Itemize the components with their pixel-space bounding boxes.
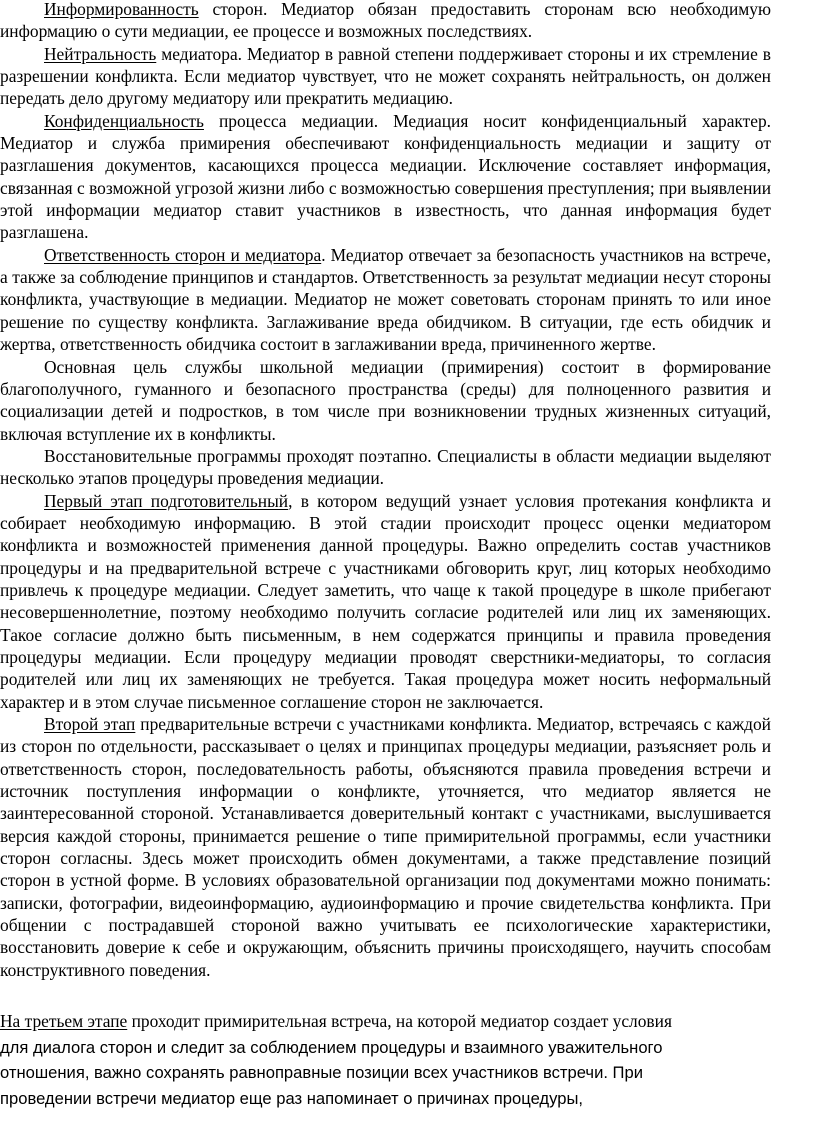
paragraph-confidentiality [0,110,771,244]
paragraph-neutrality [0,43,771,110]
paragraph-lead: Конфиденциальность [44,110,204,131]
paragraph-lead: Второй этап [44,714,136,734]
paragraph-text: сторон. Медиатор обязан предоставить сторонам всю необходимую информацию о сути медиации, ее процессе и возможных последствиях. [0,0,771,42]
paragraph-text: проходит примирительная встреча, на которой медиатор создает условия [127,1011,672,1031]
paragraph-lead: Нейтральность [44,43,157,64]
paragraph-stage-two [0,713,771,981]
paragraph-restorative-programs [0,445,771,490]
stage-three-line: для диалога сторон и следит за соблюдением процедуры и взаимного уважительного [0,1037,663,1057]
paragraph-informedness [0,0,771,43]
paragraph-lead: На третьем этапе [0,1011,128,1031]
paragraph-lead: Первый этап подготовительный [44,490,289,511]
paragraph-lead: Информированность [44,0,199,19]
paragraph-text: , в котором ведущий узнает условия протекания конфликта и собирает необходимую информацию. В этой стадии происходит процесс оценки медиатором конфликта и возможностей применения данной процедуры. Важно определить состав участников процедуры и на предварительной встрече с участниками обговорить круг, лиц которых необходимо привлечь к процедуре медиации. Следует заметить, что чаще к такой процедуре в школе прибегают несовершеннолетние, поэтому необходимо получить согласие родителей или лиц их заменяющих. Такое согласие должно быть письменным, в нем содержатся принципы и правила проведения процедуры медиации. Если процедуру медиации проводят сверстники-медиаторы, то согласия родителей или лиц их заменяющих не требуется. Такая процедура может носить неформальный характер и в этом случае письменное соглашение сторон не заключается. [0,490,771,712]
paragraph-lead: Ответственность сторон и медиатора [44,244,322,265]
stage-three-line: проведении встречи медиатор еще раз напоминает о причинах процедуры, [0,1088,583,1108]
stage-three-first-line [0,1009,771,1035]
paragraph-main-goal [0,356,771,445]
paragraph-text: медиатора. Медиатор в равной степени поддерживает стороны и их стремление в разрешении конфликта. Если медиатор чувствует, что не может сохранять нейтральность, он должен передать дело другому медиатору или прекратить медиацию. [0,43,771,109]
stage-three-line: отношения, важно сохранять равноправные позиции всех участников встречи. При [0,1063,643,1082]
paragraph-responsibility [0,244,771,356]
paragraph-text: Восстановительные программы проходят поэтапно. Специалисты в области медиации выделяют несколько этапов процедуры проведения медиации. [0,445,771,489]
paragraph-text: . Медиатор отвечает за безопасность участников на встрече, а также за соблюдение принципов и стандартов. Ответственность за результат медиации несут стороны конфликта, участвующие в медиации. Медиатор не может советовать сторонам принять то или иное решение по существу конфликта. Заглаживание вреда обидчиком. В ситуации, где есть обидчик и жертва, ответственность обидчика состоит в заглаживании вреда, причиненного жертве. [0,244,771,355]
paragraph-text: предварительные встречи с участниками конфликта. Медиатор, встречаясь с каждой из сторон по отдельности, рассказывает о целях и принципах процедуры медиации, разъясняет роль и ответственность сторон, последовательность работы, объясняются правила проведения встречи и источник поступления информации о конфликте, уточняется, что медиатор является не заинтересованной стороной. Устанавливается доверительный контакт с участниками, выслушивается версия каждой стороны, принимается решение о типе примирительной программы, если участники сторон согласны. Здесь может происходить обмен документами, а также представление позиций сторон в устной форме. В условиях образовательной организации под документами можно понимать: записки, фотографии, видеоинформацию, аудиоинформацию и прочие свидетельства конфликта. При общении с пострадавшей стороной важно учитывать ее психологические характеристики, восстановить доверие к себе и окружающим, объяснить причины происходящего, научить способам конструктивного поведения. [0,714,771,980]
paragraph-stage-one [0,490,771,713]
paragraph-stage-three [0,1009,680,1111]
paragraph-text: Основная цель службы школьной медиации (примирения) состоит в формирование благополучного, гуманного и безопасного пространства (среды) для полноценного развития и социализации детей и подростков, в том числе при возникновении трудных жизненных ситуаций, включая вступление их в конфликты. [0,356,771,444]
paragraph-text: процесса медиации. Медиация носит конфиденциальный характер. Медиатор и служба примирения обеспечивают конфиденциальность медиации и защиту от разглашения документов, касающихся процесса медиации. Исключение составляет информация, связанная с возможной угрозой жизни либо с возможностью совершения преступления; при выявлении этой информации медиатор ставит участников в известность, что данная информация будет разглашена. [0,110,771,243]
